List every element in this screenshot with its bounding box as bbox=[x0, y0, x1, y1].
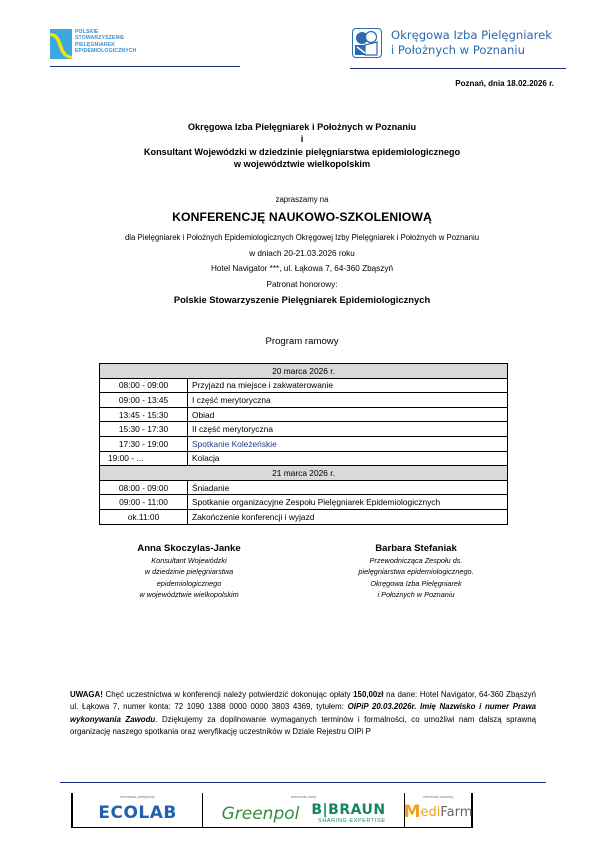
time-cell: 15:30 - 17:30 bbox=[100, 422, 188, 437]
day-date: 20 marca 2026 r. bbox=[100, 364, 508, 379]
day-date: 21 marca 2026 r. bbox=[100, 466, 508, 481]
day-header-row bbox=[100, 364, 508, 379]
conference-venue: Hotel Navigator ***, ul. Łąkowa 7, 64-360 Zbąszyń bbox=[210, 264, 394, 273]
table-row bbox=[100, 378, 508, 393]
time-cell: 08:00 - 09:00 bbox=[100, 378, 188, 393]
table-row bbox=[100, 495, 508, 510]
header-divider-right bbox=[350, 68, 566, 69]
table-row bbox=[100, 436, 508, 451]
sponsor-gold bbox=[202, 793, 404, 827]
organizer-consultant: Konsultant Wojewódzki w dziedzinie pielęgniarstwa epidemiologicznego bbox=[143, 146, 461, 157]
sponsor-silver bbox=[404, 793, 472, 827]
activity-cell: II część merytoryczna bbox=[188, 422, 508, 437]
footer-divider bbox=[60, 782, 546, 783]
table-row bbox=[100, 422, 508, 437]
activity-cell: I część merytoryczna bbox=[188, 393, 508, 408]
day-header-row bbox=[100, 466, 508, 481]
signatory-role: Konsultant Wojewódzki bbox=[151, 556, 227, 565]
time-cell: 19:00 - ... bbox=[100, 451, 188, 466]
time-cell: 17:30 - 19:00 bbox=[100, 436, 188, 451]
payment-notice bbox=[70, 689, 536, 739]
table-row bbox=[100, 509, 508, 524]
activity-cell: Spotkanie Koleżeńskie bbox=[188, 436, 508, 451]
ecolab-logo: ECOLAB bbox=[98, 803, 177, 823]
document-date: Poznań, dnia 18.02.2026 r. bbox=[455, 79, 554, 88]
greenpol-logo: Greenpol bbox=[221, 804, 300, 824]
conference-audience: dla Pielęgniarek i Położnych Epidemiologicznych Okręgowej Izby Pielęgniarek i Położnych w Poznaniu bbox=[124, 233, 480, 242]
bbraun-logo: B|BRAUN SHARING EXPERTISE bbox=[311, 802, 386, 824]
signatory-role: w województwie wielkopolskim bbox=[139, 590, 239, 600]
activity-cell: Obiad bbox=[188, 407, 508, 422]
signatory-role: Przewodnicząca Zespołu ds. bbox=[369, 556, 463, 565]
time-cell: 08:00 - 09:00 bbox=[100, 480, 188, 495]
notice-transfer-title: OIPiP 20.03.2026r. Imię Nazwisko i numer Prawa wykonywania Zawodu bbox=[70, 702, 537, 724]
time-cell: 13:45 - 15:30 bbox=[100, 407, 188, 422]
table-row bbox=[100, 407, 508, 422]
header-divider-left bbox=[50, 66, 240, 67]
organizer-region: w województwie wielkopolskim bbox=[233, 159, 371, 170]
conference-title: KONFERENCJĘ NAUKOWO-SZKOLENIOWĄ bbox=[172, 210, 432, 224]
oipip-logo-text: Okręgowa Izba Pielęgniarek i Położnych w Poznaniu bbox=[391, 28, 552, 57]
sponsor-tier-label: mecenas platynowy bbox=[120, 794, 156, 799]
letterhead bbox=[0, 0, 604, 90]
table-row bbox=[100, 480, 508, 495]
signature-left bbox=[89, 542, 289, 601]
notice-amount: 150,00zł bbox=[353, 690, 384, 699]
activity-cell: Śniadanie bbox=[188, 480, 508, 495]
time-cell: 09:00 - 11:00 bbox=[100, 495, 188, 510]
signatory-role: i Położnych w Poznaniu bbox=[377, 590, 455, 600]
table-row bbox=[100, 451, 508, 466]
notice-text: na dane: Hotel Navigator, 64-360 Zbąszyń ul. Łąkowa 7, numer konta: 72 1090 1388 0000 0000 3803 4369, tytułem: bbox=[70, 690, 536, 712]
activity-cell: Spotkanie organizacyjne Zespołu Pielęgniarek Epidemiologicznych bbox=[188, 495, 508, 510]
signatory-role: w dziedzinie pielęgniarstwa bbox=[144, 567, 234, 577]
program-title: Program ramowy bbox=[265, 336, 339, 347]
notice-text: Chęć uczestnictwa w konferencji należy potwierdzić dokonując opłaty bbox=[102, 690, 354, 699]
signatory-role: Okręgowa Izba Pielęgniarek bbox=[370, 578, 462, 588]
signatory-role: epidemiologicznego bbox=[156, 578, 222, 588]
oipip-logo bbox=[352, 28, 552, 58]
activity-cell: Kolacja bbox=[188, 451, 508, 466]
organizers-block bbox=[0, 121, 604, 171]
oipip-logo-icon bbox=[352, 28, 382, 58]
patronage-label: Patronat honorowy: bbox=[266, 280, 338, 289]
pspe-logo-icon bbox=[50, 29, 72, 59]
pspe-logo-text: POLSKIE STOWARZYSZENIE PIELĘGNIAREK EPIDEMIOLOGICZNYCH bbox=[75, 29, 137, 54]
sponsor-tier-label: mecenas srebrny bbox=[422, 794, 454, 799]
medifarm-heart-icon: M bbox=[403, 802, 421, 822]
sponsor-tier-label: mecenas złoty bbox=[290, 794, 317, 799]
signatory-role: pielęgniarstwa epidemiologicznego. bbox=[358, 567, 474, 577]
notice-text: . Dziękujemy za dopilnowanie wymaganych terminów i formalności, co umożliwi nam dalszą sprawną organizację naszego spotkania oraz weryfikację uczestników w Dziale Rejestru OIPi P bbox=[70, 714, 536, 737]
time-cell: 09:00 - 13:45 bbox=[100, 393, 188, 408]
patronage-name: Polskie Stowarzyszenie Pielęgniarek Epidemiologicznych bbox=[173, 294, 431, 305]
invitation-intro: zapraszamy na bbox=[275, 195, 329, 204]
conference-dates: w dniach 20-21.03.2026 roku bbox=[249, 249, 355, 258]
activity-cell: Zakończenie konferencji i wyjazd bbox=[188, 509, 508, 524]
signatory-name: Anna Skoczylas-Janke bbox=[137, 543, 241, 554]
medifarm-logo: M edi Farm bbox=[403, 802, 473, 822]
activity-cell: Przyjazd na miejsce i zakwaterowanie bbox=[188, 378, 508, 393]
organizer-conjunction: i bbox=[300, 134, 304, 145]
notice-label: UWAGA! bbox=[70, 690, 103, 699]
signatory-name: Barbara Stefaniak bbox=[375, 543, 457, 554]
time-cell: ok.11:00 bbox=[100, 509, 188, 524]
program-table bbox=[99, 363, 508, 525]
table-row bbox=[100, 393, 508, 408]
pspe-logo bbox=[50, 29, 136, 59]
organizer-oipip: Okręgowa Izba Pielęgniarek i Położnych w Poznaniu bbox=[187, 122, 417, 132]
signature-right bbox=[316, 542, 516, 601]
sponsors-bar bbox=[71, 793, 473, 828]
sponsor-platinum bbox=[72, 793, 202, 827]
